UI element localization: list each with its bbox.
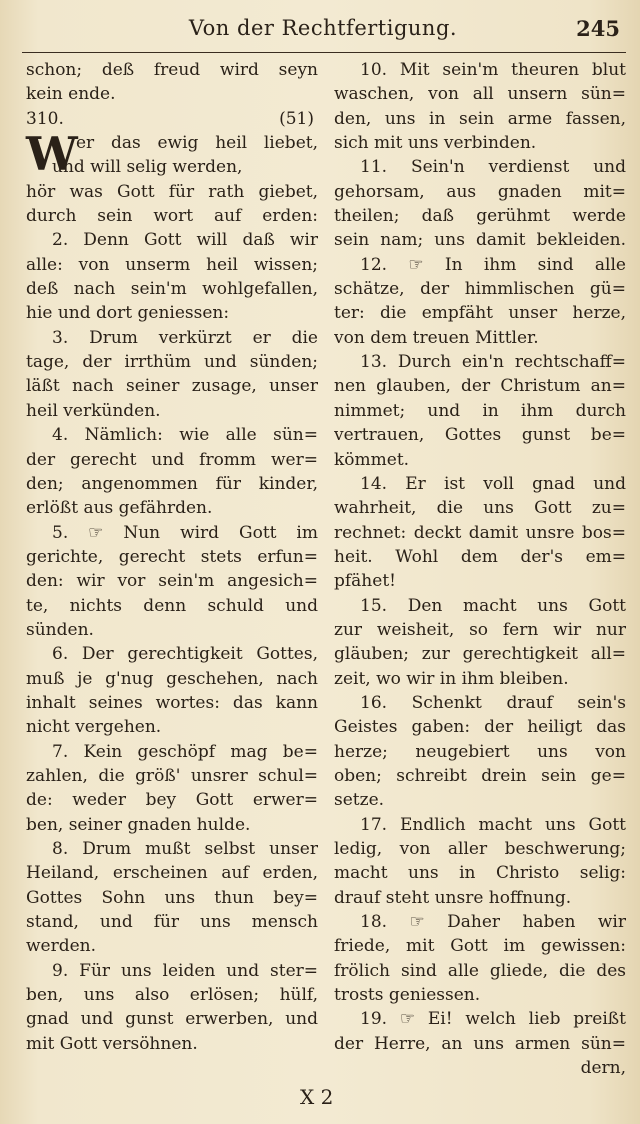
text-line: stand, und für uns mensch	[26, 912, 318, 933]
text-line: ben, seiner gnaden hulde.	[26, 814, 251, 835]
text-line: von dem treuen Mittler.	[334, 327, 539, 348]
text-line: waschen, von all unsern sün=	[334, 84, 626, 105]
hymn-opening	[26, 127, 318, 182]
text-line: theilen; daß gerühmt werde	[334, 206, 626, 227]
signature-mark: X 2	[300, 1085, 334, 1109]
text-line: muß je g'nug geschehen, nach	[26, 668, 318, 689]
text-line: zur weisheit, so fern wir nur	[334, 619, 626, 640]
verse-line: 11. Sein'n verdienst und	[360, 157, 626, 178]
text-line: nimmet; und in ihm durch	[334, 400, 626, 421]
verse-line: 14. Er ist voll gnad und	[360, 473, 626, 494]
text-line: sein nam; uns damit bekleiden.	[334, 230, 626, 251]
page-number: 245	[576, 16, 620, 41]
text-line: durch sein wort auf erden:	[26, 206, 318, 227]
text-line: ledig, von aller beschwerung;	[334, 839, 626, 859]
text-line: drauf steht unsre hoffnung.	[334, 887, 572, 908]
verse-line: 17. Endlich macht uns Gott	[360, 814, 626, 835]
text-line: pfähet!	[334, 571, 396, 592]
verse-line: 18. ☞ Daher haben wir	[360, 912, 626, 933]
text-line: hie und dort geniessen:	[26, 303, 230, 324]
text-line: er das ewig heil liebet,	[76, 133, 318, 154]
verse-line: 3. Drum verkürzt er die	[52, 327, 318, 348]
text-line: gerichte, gerecht stets erfun=	[26, 546, 318, 567]
text-line: zahlen, die größ' unsrer schul=	[26, 765, 318, 786]
drop-cap-initial: W	[26, 127, 78, 182]
text-line: sich mit uns verbinden.	[334, 133, 537, 154]
verse-line: 15. Den macht uns Gott	[360, 595, 626, 616]
text-line: den, uns in sein arme fassen,	[334, 108, 626, 129]
text-line: ter: die empfäht unser herze,	[334, 303, 626, 324]
verse-line: 10. Mit sein'm theuren blut	[360, 60, 626, 80]
verse-line: 19. ☞ Ei! welch lieb preißt	[360, 1009, 626, 1030]
text-line: Geistes gaben: der heiligt das	[334, 717, 626, 738]
verse-line: 7. Kein geschöpf mag be=	[52, 741, 318, 762]
text-line: Gottes Sohn uns thun bey=	[26, 887, 318, 908]
running-title: Von der Rechtfertigung.	[188, 16, 458, 40]
text-line: kömmet.	[334, 449, 410, 470]
text-line: setze.	[334, 790, 385, 811]
verse-line: 5. ☞ Nun wird Gott im	[52, 522, 318, 543]
text-line: der gerecht und fromm wer=	[26, 449, 318, 470]
text-line: de: weder bey Gott erwer=	[26, 790, 318, 811]
text-line: alle: von unserm heil wissen;	[26, 254, 318, 275]
text-line: nen glauben, der Christum an=	[334, 376, 626, 397]
text-line: mit Gott versöhnen.	[26, 1033, 198, 1054]
text-line: heit. Wohl dem der's em=	[334, 546, 626, 567]
left-column	[26, 58, 318, 1056]
verse-line: 12. ☞ In ihm sind alle	[360, 254, 626, 275]
text-line: dern,	[580, 1058, 626, 1079]
text-line: gläuben; zur gerechtigkeit all=	[334, 644, 626, 665]
text-line: te, nichts denn schuld und	[26, 595, 318, 616]
text-line: ben, uns also erlösen; hülf,	[26, 985, 318, 1006]
text-line: läßt nach seiner zusage, unser	[26, 376, 318, 397]
verse-line: 13. Durch ein'n rechtschaff=	[360, 352, 626, 373]
text-line: gehorsam, aus gnaden mit=	[334, 181, 626, 202]
text-line: den; angenommen für kinder,	[26, 473, 318, 494]
verse-line: 6. Der gerechtigkeit Gottes,	[52, 644, 318, 665]
text-line: gnad und gunst erwerben, und	[26, 1009, 318, 1030]
text-line: hör was Gott für rath giebet,	[26, 181, 318, 202]
text-line: trosts geniessen.	[334, 985, 481, 1006]
hymn-number: 310.	[26, 108, 64, 129]
text-line: deß nach sein'm wohlgefallen,	[26, 279, 318, 300]
text-line: macht uns in Christo selig:	[334, 863, 626, 884]
verse-line: 2. Denn Gott will daß wir	[52, 230, 318, 251]
text-line: wahrheit, die uns Gott zu=	[334, 498, 626, 519]
text-line: werden.	[26, 936, 97, 957]
text-line: friede, mit Gott im gewissen:	[334, 936, 626, 957]
verse-line: 8. Drum mußt selbst unser	[52, 839, 318, 859]
verse-line: 16. Schenkt drauf sein's	[360, 692, 626, 713]
text-line: Heiland, erscheinen auf erden,	[26, 863, 318, 884]
text-line: inhalt seines wortes: das kann	[26, 692, 318, 713]
right-column	[334, 58, 626, 1080]
text-line: schon; deß freud wird seyn	[26, 60, 318, 80]
text-line: den: wir vor sein'm angesich=	[26, 571, 318, 592]
text-line: schätze, der himmlischen gü=	[334, 279, 626, 300]
text-line: heil verkünden.	[26, 400, 161, 421]
text-line: sünden.	[26, 619, 94, 640]
page-header	[24, 14, 622, 48]
text-line: nicht vergehen.	[26, 717, 162, 738]
text-line: herze; neugebiert uns von	[334, 741, 626, 762]
header-rule	[22, 52, 626, 53]
text-line: zeit, wo wir in ihm bleiben.	[334, 668, 569, 689]
hymn-melody-number: (51)	[279, 108, 314, 129]
text-line: der Herre, an uns armen sün=	[334, 1033, 626, 1054]
text-line: oben; schreibt drein sein ge=	[334, 765, 626, 786]
text-line: tage, der irrthüm und sünden;	[26, 352, 318, 373]
text-line: frölich sind alle gliede, die des	[334, 960, 626, 981]
verse-line: 9. Für uns leiden und ster=	[52, 960, 318, 981]
text-line: und will selig werden,	[52, 157, 243, 178]
text-line: vertrauen, Gottes gunst be=	[334, 425, 626, 446]
text-line: erlößt aus gefährden.	[26, 498, 213, 519]
text-line: rechnet: deckt damit unsre bos=	[334, 522, 626, 543]
text-line: kein ende.	[26, 84, 116, 105]
verse-line: 4. Nämlich: wie alle sün=	[52, 425, 318, 446]
